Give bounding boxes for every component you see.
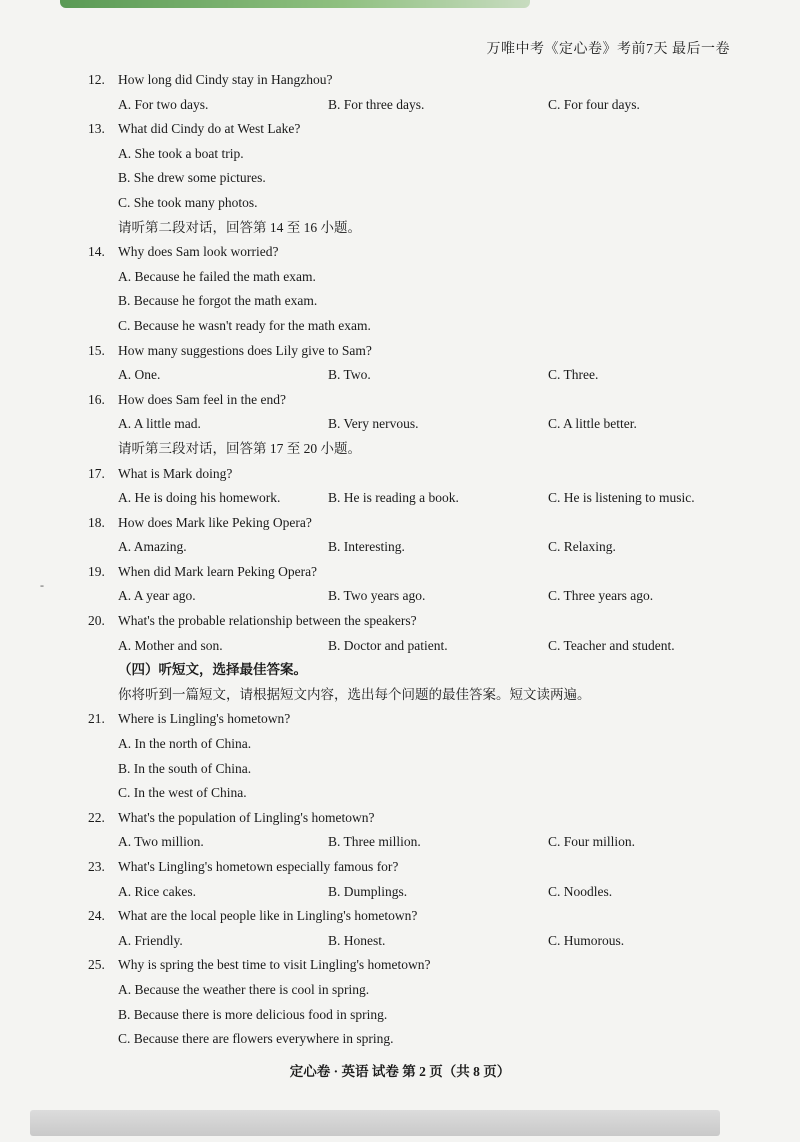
question-text: What did Cindy do at West Lake? [118, 121, 301, 137]
answer-options-row [88, 830, 748, 855]
question-text: What are the local people like in Lingling's hometown? [118, 908, 418, 924]
answer-option-c: C. Three years ago. [548, 588, 654, 604]
answer-option: C. In the west of China. [118, 785, 247, 801]
question-14 [88, 240, 748, 265]
answer-options-row [88, 412, 748, 437]
question-text: What's Lingling's hometown especially famous for? [118, 859, 399, 874]
section-title: （四）听短文，选择最佳答案。 [118, 662, 307, 679]
answer-option-c: C. A little better. [548, 416, 637, 432]
answer-options-row [88, 584, 748, 609]
question-text: Why does Sam look worried? [118, 244, 279, 260]
question-list [88, 68, 748, 1052]
answer-option-a: A. Two million. [118, 834, 204, 850]
question-text: What's the population of Lingling's hometown? [118, 809, 375, 825]
question-text: How does Sam feel in the end? [118, 391, 286, 407]
question-number: 23. [88, 859, 105, 874]
question-number: 25. [88, 957, 105, 973]
question-text: Where is Lingling's hometown? [118, 711, 291, 727]
section-instruction: 请听第二段对话，回答第 14 至 16 小题。 [118, 219, 361, 235]
question-24 [88, 904, 748, 929]
answer-options-row [88, 93, 748, 118]
question-number: 13. [88, 121, 105, 137]
top-decorative-band [60, 0, 530, 8]
question-text: How many suggestions does Lily give to Sam? [118, 342, 372, 358]
answer-option-a: A. Amazing. [118, 539, 187, 555]
question-25 [88, 953, 748, 978]
answer-option-b: B. Two. [328, 367, 371, 383]
question-text: Why is spring the best time to visit Lingling's hometown? [118, 957, 431, 973]
answer-option: A. Because the weather there is cool in spring. [118, 981, 370, 997]
question-number: 21. [88, 711, 105, 727]
question-text: When did Mark learn Peking Opera? [118, 563, 318, 579]
answer-option-c: C. For four days. [548, 96, 640, 112]
answer-option-b: B. For three days. [328, 96, 425, 112]
answer-options-row [88, 363, 748, 388]
answer-option-c: C. Four million. [548, 834, 636, 850]
margin-mark: - [40, 578, 44, 592]
answer-options-row [88, 880, 748, 905]
question-number: 14. [88, 244, 105, 260]
question-15 [88, 339, 748, 364]
answer-option: A. In the north of China. [118, 736, 252, 752]
answer-option-b: B. He is reading a book. [328, 490, 459, 506]
question-16 [88, 388, 748, 413]
question-number: 20. [88, 613, 105, 629]
answer-option: B. Because there is more delicious food in spring. [118, 1006, 388, 1022]
answer-option-b: B. Very nervous. [328, 416, 419, 432]
answer-option: B. She drew some pictures. [118, 170, 266, 186]
answer-option-b: B. Interesting. [328, 539, 405, 555]
section-instruction: 请听第三段对话，回答第 17 至 20 小题。 [118, 440, 361, 456]
answer-option: B. Because he forgot the math exam. [118, 293, 318, 309]
answer-option-a: A. He is doing his homework. [118, 490, 281, 506]
answer-option-a: A. Rice cakes. [118, 883, 196, 899]
question-number: 22. [88, 809, 105, 825]
answer-option-b: B. Three million. [328, 834, 421, 850]
answer-option-a: A. Mother and son. [118, 637, 223, 653]
answer-option-c: C. Relaxing. [548, 539, 616, 555]
answer-options-row [88, 929, 748, 954]
question-number: 24. [88, 908, 105, 924]
question-number: 18. [88, 514, 105, 530]
answer-option-b: B. Honest. [328, 932, 386, 948]
answer-option-b: B. Dumplings. [328, 883, 408, 899]
answer-options-row [88, 634, 748, 659]
question-text: What is Mark doing? [118, 465, 233, 481]
answer-option: A. Because he failed the math exam. [118, 268, 316, 284]
question-text: How long did Cindy stay in Hangzhou? [118, 72, 333, 87]
question-number: 12. [88, 72, 105, 87]
answer-option-a: A. A year ago. [118, 588, 196, 604]
question-18 [88, 511, 748, 536]
answer-option-a: A. A little mad. [118, 416, 201, 432]
question-number: 19. [88, 563, 105, 579]
answer-option: A. She took a boat trip. [118, 145, 244, 161]
bottom-decorative-band [30, 1110, 720, 1136]
answer-option-a: A. For two days. [118, 96, 209, 112]
answer-options-row [88, 486, 748, 511]
question-number: 17. [88, 465, 105, 481]
answer-option: C. Because he wasn't ready for the math exam. [118, 317, 371, 333]
question-text: How does Mark like Peking Opera? [118, 514, 312, 530]
question-20 [88, 609, 748, 634]
question-13 [88, 117, 748, 142]
answer-option-c: C. Three. [548, 367, 599, 383]
answer-option-b: B. Two years ago. [328, 588, 426, 604]
question-text: What's the probable relationship between the speakers? [118, 613, 417, 629]
answer-option: C. She took many photos. [118, 194, 258, 210]
question-21 [88, 707, 748, 732]
section-instruction: 你将听到一篇短文，请根据短文内容，选出每个问题的最佳答案。短文读两遍。 [118, 686, 591, 702]
page-header: 万唯中考《定心卷》考前7天 最后一卷 [486, 42, 730, 57]
answer-option-c: C. He is listening to music. [548, 490, 695, 506]
question-number: 15. [88, 342, 105, 358]
page-footer: 定心卷 · 英语 试卷 第 2 页（共 8 页） [289, 1064, 511, 1079]
answer-option-a: A. Friendly. [118, 932, 183, 948]
answer-option-c: C. Humorous. [548, 932, 625, 948]
answer-option-c: C. Teacher and student. [548, 637, 675, 653]
question-number: 16. [88, 391, 105, 407]
question-12 [88, 68, 748, 93]
answer-option-b: B. Doctor and patient. [328, 637, 448, 653]
answer-option: C. Because there are flowers everywhere in spring. [118, 1031, 394, 1047]
answer-option: B. In the south of China. [118, 760, 252, 776]
answer-option-c: C. Noodles. [548, 883, 613, 899]
answer-option-a: A. One. [118, 367, 161, 383]
question-23 [88, 855, 748, 880]
question-22 [88, 806, 748, 831]
answer-options-row [88, 535, 748, 560]
question-19 [88, 560, 748, 585]
question-17 [88, 462, 748, 487]
